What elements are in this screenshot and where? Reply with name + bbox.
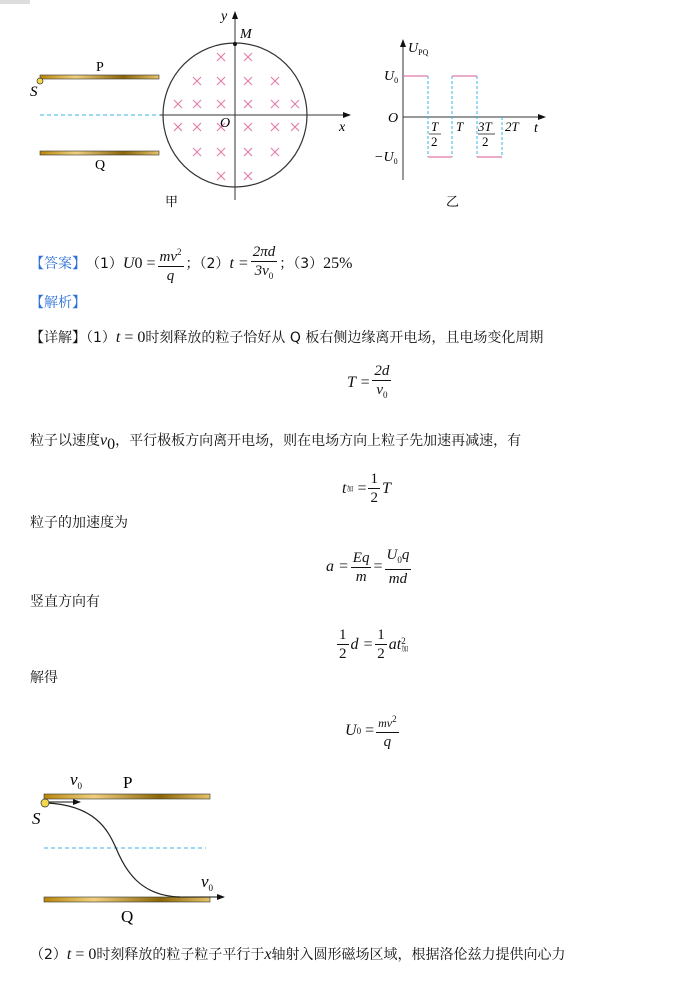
- svg-text:O: O: [220, 116, 231, 131]
- plate-q: [40, 151, 159, 155]
- detail-line-2: 粒子以速度$v_0$，平行极板方向离开电场，则在电场方向上粒子先加速再减速，有: [30, 432, 522, 453]
- svg-text:v0: $v_0$: [201, 872, 214, 893]
- svg-text:Q: Q: [121, 907, 134, 926]
- detail-line-6: （2）t = 0时刻释放的粒子粒子平行于x轴射入圆形磁场区域，根据洛伦兹力提供向心力: [30, 946, 566, 963]
- svg-text:O: O: [388, 111, 399, 126]
- figure-yi: [360, 0, 560, 215]
- trajectory: [46, 803, 180, 897]
- svg-text:甲: 甲: [165, 194, 179, 209]
- svg-text:P: P: [123, 773, 133, 792]
- detail-line-5: 解得: [30, 670, 58, 686]
- svg-text:t: t: [534, 121, 538, 136]
- eq-accel-time: t 加 = $\frac{1}{2}$ T: [342, 471, 391, 506]
- svg-text:−U0: $-U_0$: [374, 150, 398, 166]
- svg-text:2T: 2T: [505, 119, 519, 134]
- eq-result-u0: U 0 = $\frac{mv^2}{q}$: [345, 710, 401, 751]
- source-s: [37, 78, 43, 84]
- plate-q: [44, 897, 210, 902]
- answer-line: 【答案】 （1） U 0 = $\frac{mv^2}{q}$ ；（2） t = $\frac{2\pi d}{3v_0}$ ；（3） 25%: [30, 244, 353, 284]
- eq-period: T = $\frac{2d}{v_0}$: [347, 363, 390, 400]
- eq-vertical: $\frac{1}{2}$ d = $\frac{1}{2}$ at 2 加: [339, 627, 409, 662]
- svg-text:乙: 乙: [446, 194, 460, 209]
- svg-text:2: 2: [482, 134, 489, 149]
- svg-text:S: S: [30, 84, 38, 100]
- field-crosses: [174, 53, 299, 180]
- svg-text:Q: Q: [95, 158, 106, 173]
- plate-p: [44, 794, 210, 799]
- svg-text:UPQ: $U_{PQ}$: [408, 41, 429, 57]
- detail-line-3: 粒子的加速度为: [30, 515, 128, 531]
- source-s: [41, 799, 49, 807]
- analysis-tag: 【解析】: [30, 295, 86, 311]
- detail-line-4: 竖直方向有: [30, 594, 100, 610]
- figure-jia: [0, 0, 360, 215]
- svg-text:3T: 3T: [478, 119, 492, 134]
- trajectory-figure: [0, 760, 260, 930]
- svg-text:2: 2: [431, 134, 438, 149]
- svg-text:U0: $U_0$: [384, 69, 399, 85]
- svg-text:T: T: [431, 119, 439, 134]
- svg-text:S: S: [32, 809, 41, 828]
- svg-text:v0: $v_0$: [70, 770, 83, 791]
- svg-text:y: y: [221, 9, 228, 24]
- plate-p: [40, 75, 159, 79]
- eq-acceleration: a = $\frac{Eq}{m}$ = $\frac{U_0q}{md}$: [326, 547, 410, 587]
- svg-text:x: x: [339, 120, 346, 135]
- svg-text:P: P: [96, 60, 104, 75]
- svg-text:T: T: [456, 119, 464, 134]
- detail-line-1: 【详解】（1）t = 0时刻释放的粒子恰好从 Q 板右侧边缘离开电场，且电场变化周期: [30, 329, 544, 346]
- svg-text:M: M: [240, 27, 252, 42]
